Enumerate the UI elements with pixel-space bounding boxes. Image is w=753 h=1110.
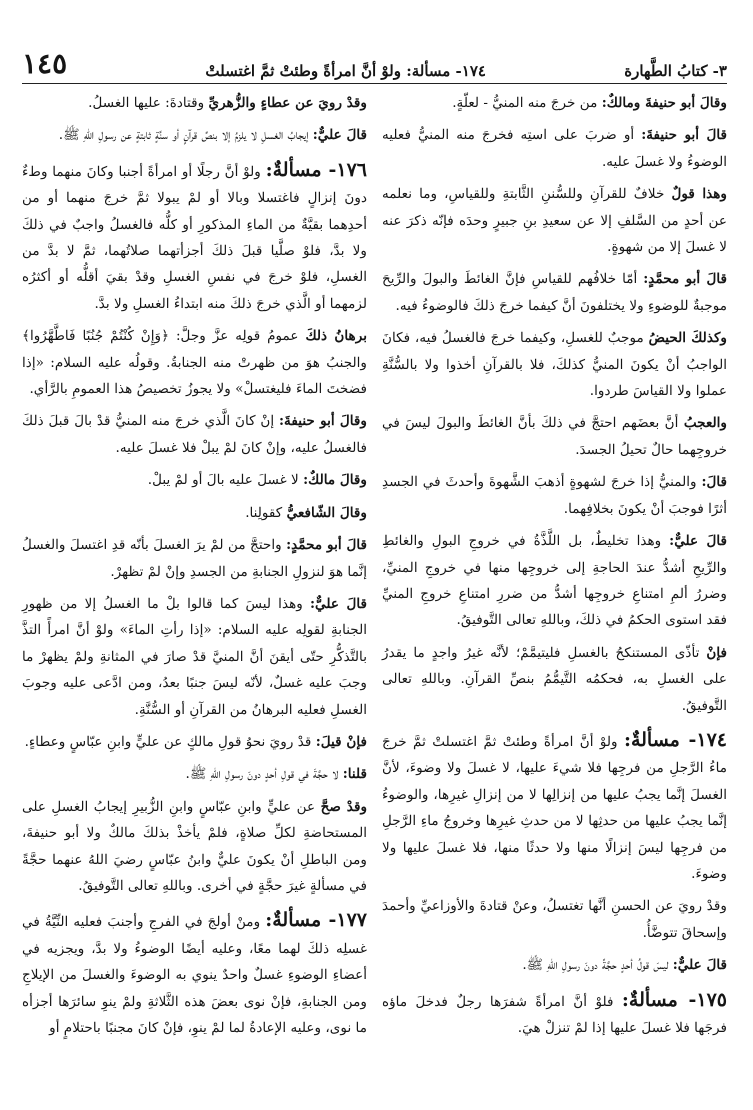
paragraph-lead: قالَ أبو محمَّدٍ: — [286, 537, 368, 554]
paragraph-text: أو ضربَ على استِه فخرجَ منه المنيُّ فعليه الوضوءُ ولا غسلَ عليه. — [382, 127, 727, 170]
paragraph-text: ولوْ أنَّ امرأةً وطئتْ ثمَّ اغتسلتْ ثمَّ خرجَ ماءُ الرَّجلِ من فرجِها فلا شيءَ عليها، لا غسلَ ولا وضوءَ، لأنَّ الغسلَ إنَّما يجبُ عليها من إنزالِها لا من إنزالِ غيرِها، والوضوءُ إنَّما يجبُ عليها من حدثِها لا من حدثِ غيرِها وخروجُ ماءِ الرَّجلِ من فرجِها ليسَ إنزالًا منها ولا حدثًا منها، فلا غسلَ عليها ولا وضوءَ. — [382, 733, 727, 882]
running-title: ١٧٤- مسألة: ولوْ أنَّ امرأةً وطئتْ ثمَّ اغتسلتْ — [205, 62, 486, 80]
paragraph-lead: وقالَ مالكٌ: — [303, 472, 367, 489]
paragraph — [22, 408, 367, 461]
paragraph-text: إنْ كانَ الَّذي خرجَ منه المنيُّ قدْ بالَ قبلَ ذلكَ فالغسلُ عليه، وإنْ كانَ لمْ يبلْ فلا غسلَ عليه. — [22, 413, 367, 456]
paragraph-text: خلافٌ للقرآنِ وللسُّننِ الثَّابتةِ وللقياسِ، وما نعلمه عن أحدٍ من السَّلفِ إلا عن سعيدِ بنِ جبيرٍ وحدَه فإنّه ذكرَ عنه لا غسلَ إلا من شهوةٍ. — [382, 186, 727, 256]
paragraph-lead: قالَ عليٌّ: — [669, 533, 727, 550]
paragraph-lead: قلنا: — [342, 766, 367, 783]
paragraph-text: وقدْ رويَ عن الحسنِ أنَّها تغتسلُ، وعنْ قتادةَ والأوزاعيِّ وأحمدَ وإسحاقَ تتوضَّأُ. — [382, 898, 727, 941]
paragraph-text: وهذا تخليطٌ، بل اللَّذَّةُ في خروجِ البولِ والغائطِ والرِّيحِ أشدُّ عندَ الحاجةِ إلى خروجِها منها في خروجِ المنيِّ، وضررُ ألمِ امتناعِ خروجِها أشدُّ من ضررِ امتناعِ خروجِ المنيِّ فقد استوى الحكمُ في ذلكَ، وباللهِ تعالى التَّوفيقُ. — [382, 533, 727, 629]
paragraph-text: ليسَ قولُ أحدٍ حجَّةً دونَ رسولِ اللهِ ﷺ. — [522, 957, 673, 974]
paragraph-lead: وقدْ رويَ عن عطاءٍ والزُّهريِّ — [208, 95, 367, 111]
paragraph-lead: قالَ عليٌّ: — [672, 957, 727, 974]
paragraph-text: واحتجَّ من لمْ يرَ الغسلَ بأنّه قدِ اغتسلَ والغسلُ إنَّما هوَ لنزولِ الجنابةِ من الجسدِ وإنْ لمْ تظهرْ. — [22, 537, 367, 580]
paragraph-lead: والعجبُ — [683, 415, 727, 432]
right-column — [382, 90, 727, 1047]
paragraph — [22, 500, 367, 526]
paragraph — [22, 90, 367, 116]
paragraph — [22, 591, 367, 723]
paragraph-lead: ١٧٧- مسألةٌ: — [265, 909, 367, 932]
paragraph-lead: وقالَ أبو حنيفةَ: — [279, 413, 367, 430]
paragraph-lead: وقدْ صحَّ — [320, 798, 368, 815]
book-title: ٣- كتابُ الطَّهارة — [624, 62, 727, 80]
left-column — [22, 90, 367, 1047]
paragraph-lead: فإنْ — [706, 644, 727, 661]
paragraph-text: ومنْ أولجَ في الفرجِ وأجنبَ فعليه النِّيَّةُ في غسلِه ذلكَ لهما معًا، وعليه أيضًا الوضوءُ ولا بدَّ، ويجزيه في أعضاءِ الوضوءِ غسلٌ واحدٌ ينوي به الوضوءَ والغسلَ من الإيلاجِ ومن الجنابةِ، فإنْ نوى بعضَ هذه الثَّلاثةِ ولمْ ينوِ سائرَها أجزأه ما نوى، وعليه الإعادةُ لما لمْ ينوِ، فإنْ كانَ مجنبًا باحتلامٍ أو — [22, 914, 367, 1036]
paragraph-lead: ١٧٦- مسألةٌ: — [265, 158, 368, 181]
paragraph-text: لا غسلَ عليه بالَ أو لمْ يبلْ. — [147, 472, 304, 489]
paragraph-lead: وقالَ أبو حنيفةَ ومالكٌ: — [601, 95, 727, 111]
paragraph-text: موجبٌ للغسلِ، وكيفما خرجَ فالغسلُ فيه، فكانَ الواجبُ أنْ يكونَ المنيُّ كذلكَ، فلا بالقرآنِ أخذوا ولا بالسُّنَّةِ عملوا ولا القياسَ طردوا. — [382, 330, 727, 400]
paragraph — [22, 122, 367, 148]
paragraph-lead: قالَ أبو حنيفةَ: — [641, 127, 727, 144]
paragraph-lead: ١٧٥- مسألةٌ: — [621, 988, 727, 1011]
paragraph — [382, 640, 727, 719]
paragraph-lead: وكذلكَ الحيضُ — [648, 330, 727, 347]
paragraph — [382, 469, 727, 522]
paragraph-lead: قالَ عليٌّ: — [312, 127, 367, 144]
header-rule — [22, 83, 727, 84]
paragraph-lead: برهانُ ذلكَ — [305, 328, 367, 345]
paragraph — [22, 467, 367, 493]
paragraph — [22, 729, 367, 755]
paragraph — [22, 794, 367, 900]
paragraph-text: قدْ رويَ نحوُ قولِ مالكٍ عن عليٍّ وابنِ عبّاسٍ وعطاءٍ. — [24, 733, 316, 750]
paragraph — [22, 323, 367, 402]
paragraph — [382, 727, 727, 887]
paragraph-text: إيجابُ الغسلِ لا يلزمُ إلا بنصِّ قرآنٍ أو سنَّةٍ ثابتةٍ عن رسولِ اللهِ ﷺ. — [58, 127, 313, 144]
paragraph — [382, 90, 727, 116]
paragraph-text: عمومُ قولِه عزَّ وجلَّ: ﴿وَإِنْ كُنْتُمْ جُنُبًا فَاطَّهَّرُوا﴾ والجنبُ هوَ من ظهرتْ منه الجنابةُ. وقولُه عليه السلام: «إذا فضختَ الماءَ فليغتسلْ» ولا يجوزُ تخصيصُ هذا العمومِ بالرَّأي. — [22, 328, 367, 398]
page-header — [22, 42, 727, 80]
paragraph-text: ولوْ أنَّ رجلًا أو امرأةً أجنبا وكانَ منهما وطءٌ دونَ إنزالٍ فاغتسلا وبالا أو لمْ يبولا ثمَّ خرجَ منهما أو من أحدِهما بقيَّةٌ من الماءِ المذكورِ أو كلُّه فالغسلُ واجبٌ في ذلكَ ولا بدَّ، فلوْ صلَّيا قبلَ ذلكَ أجزأتهما صلاتُهما، ثمَّ لا بدَّ من الغسلِ، فلوْ خرجَ في نفسِ الغسلِ وقدْ بقيَ أقلُّه أو أكثرُه لزمهما أو الَّذي خرجَ ذلكَ منه ابتداءُ الغسلِ ولا بدَّ. — [22, 163, 367, 312]
paragraph-text: أمّا خلافُهم للقياسِ فإنَّ الغائطَ والبولَ والرِّيحَ موجبةٌ للوضوءِ ولا يختلفونَ أنَّ كيفما خرجَ ذلكَ فالوضوءُ فيه. — [382, 271, 727, 314]
paragraph — [382, 266, 727, 319]
paragraph-lead: قالَ أبو محمَّدٍ: — [643, 271, 727, 288]
paragraph — [382, 528, 727, 634]
paragraph — [382, 987, 727, 1042]
paragraph-text: والمنيُّ إذا خرجَ لشهوةٍ أذهبَ الشَّهوةَ وأحدثَ في الجسدِ أثرًا فوجبَ أنْ يكونَ بخلافِهما. — [382, 474, 727, 517]
paragraph-text: كقولِنا. — [245, 504, 287, 521]
paragraph-lead: قالَ عليٌّ: — [309, 595, 368, 612]
paragraph — [22, 532, 367, 585]
page-number: ١٤٥ — [22, 47, 68, 80]
paragraph — [382, 410, 727, 463]
paragraph — [382, 893, 727, 946]
paragraph-text: أنَّ بعضَهم احتجَّ في ذلكَ بأنَّ الغائطَ والبولَ ليسَ في خروجِهما حالٌ تحيلُ الجسدَ. — [382, 415, 727, 458]
paragraph-text: تأذّى المستنكحُ بالغسلِ فليتيمَّمْ؛ لأنَّه غيرُ واجدٍ ما يقدرُ على الغسلِ به، فحكمُه التَّيمُّمُ بنصِّ القرآنِ. وباللهِ تعالى التَّوفيقُ. — [382, 644, 727, 714]
paragraph — [22, 761, 367, 787]
paragraph-text: فلوْ أنَّ امرأةً شفرَها رجلٌ فدخلَ ماؤه فرجَها فلا غسلَ عليها إذا لمْ تنزلْ هيَ. — [382, 993, 727, 1036]
paragraph-text: عن عليٍّ وابنِ عبّاسٍ وابنِ الزُّبيرِ إيجابُ الغسلِ على المستحاضةِ لكلِّ صلاةٍ، فلمْ يأخذْ بذلكَ مالكٌ ولا أبو حنيفةَ، ومن الباطلِ أنْ يكونَ عليٌّ وابنُ عبّاسٍ رضيَ اللهُ عنهما حجَّةً في مسألةٍ غيرَ حجَّةٍ في أخرى. وباللهِ تعالى التَّوفيقُ. — [22, 798, 367, 894]
paragraph — [22, 907, 367, 1041]
paragraph — [382, 181, 727, 260]
paragraph-lead: وقالَ الشّافعيُّ — [286, 504, 367, 521]
paragraph-text: وهذا ليسَ كما قالوا بلْ ما الغسلُ إلا من ظهورِ الجنابةِ لقولِه عليه السلام: «إذا رأتِ الماءَ» ولوْ أنَّ امرأً التذَّ بالتَّذكُّرِ حتّى أيقنَ أنَّ المنيَّ قدْ صارَ في المثانةِ ولمْ يظهرْ ما وجبَ عليه غسلٌ، لأنّه ليسَ جنبًا بعدُ، ومن ادَّعى عليه وجوبَ الغسلِ فعليه البرهانُ من القرآنِ أو السُّنَّةِ. — [22, 595, 367, 718]
paragraph-text: من خرجَ منه المنيُّ - لعلّةٍ. — [452, 95, 602, 111]
paragraph-lead: قالَ: — [701, 474, 727, 491]
paragraph-lead: ١٧٤- مسألةٌ: — [623, 728, 728, 751]
paragraph — [382, 325, 727, 404]
paragraph — [22, 157, 367, 317]
paragraph — [382, 122, 727, 175]
paragraph — [382, 952, 727, 978]
paragraph-text: لا حجَّةَ في قولِ أحدٍ دونَ رسولِ اللهِ ﷺ. — [185, 766, 343, 783]
paragraph-text: وقتادةَ: عليها الغسلُ. — [88, 95, 209, 111]
paragraph-lead: وهذا قولٌ — [671, 186, 727, 203]
paragraph-lead: فإنْ قيلَ: — [315, 733, 367, 750]
